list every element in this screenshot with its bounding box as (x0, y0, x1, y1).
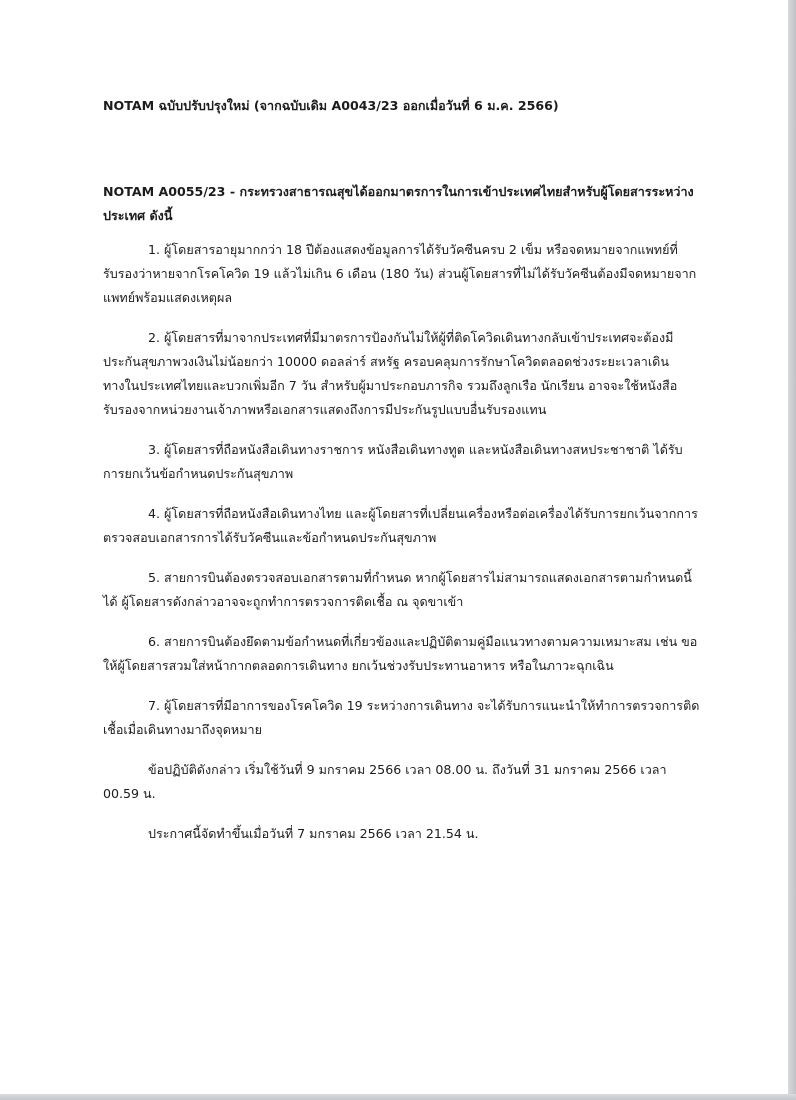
issued-notice: ประกาศนี้จัดทำขึ้นเมื่อวันที่ 7 มกราคม 2566 เวลา 21.54 น. (148, 826, 479, 841)
measure-item-2: 2. ผู้โดยสารที่มาจากประเทศที่มีมาตรการป้องกันไม่ให้ผู้ที่ติดโควิดเดินทางกลับเข้าประเทศจะต้องมีประกันสุขภาพวงเงินไม่น้อยกว่า 10000 ดอลล่าร์ สหรัฐ ครอบคลุมการรักษาโควิดตลอดช่วงระยะเวลาเดินทางในประเทศไทยและบวกเพิ่มอีก 7 วัน สำหรับผู้มาประกอบภารกิจ รวมถึงลูกเรือ นักเรียน อาจจะใช้หนังสือรับรองจากหน่วยงานเจ้าภาพหรือเอกสารแสดงถึงการมีประกันรูปแบบอื่นรับรองแทน (103, 330, 678, 417)
measures-list (103, 238, 703, 846)
notam-title: NOTAM A0055/23 - กระทรวงสาธารณสุขได้ออกมาตรการในการเข้าประเทศไทยสำหรับผู้โดยสารระหว่างประเทศ ดังนี้ (103, 184, 694, 223)
document-heading: NOTAM ฉบับปรับปรุงใหม่ (จากฉบับเดิม A0043/23 ออกเมื่อวันที่ 6 ม.ค. 2566) (103, 98, 559, 113)
effective-period: ข้อปฏิบัติดังกล่าว เริ่มใช้วันที่ 9 มกราคม 2566 เวลา 08.00 น. ถึงวันที่ 31 มกราคม 2566 เวลา 00.59 น. (103, 762, 667, 801)
measure-item-5: 5. สายการบินต้องตรวจสอบเอกสารตามที่กำหนด หากผู้โดยสารไม่สามารถแสดงเอกสารตามกำหนดนี้ได้ ผู้โดยสารดังกล่าวอาจจะถูกทำการตรวจการติดเชื้อ ณ จุดขาเข้า (103, 570, 692, 609)
document-content (103, 94, 703, 862)
page-bottom-shadow (0, 1094, 796, 1100)
measure-item-1: 1. ผู้โดยสารอายุมากกว่า 18 ปีต้องแสดงข้อมูลการได้รับวัคซีนครบ 2 เข็ม หรือจดหมายจากแพทย์ที่รับรองว่าหายจากโรคโควิด 19 แล้วไม่เกิน 6 เดือน (180 วัน) ส่วนผู้โดยสารที่ไม่ได้รับวัคซีนต้องมีจดหมายจากแพทย์พร้อมแสดงเหตุผล (103, 242, 697, 305)
measure-item-4: 4. ผู้โดยสารที่ถือหนังสือเดินทางไทย และผู้โดยสารที่เปลี่ยนเครื่องหรือต่อเครื่องได้รับการยกเว้นจากการตรวจสอบเอกสารการได้รับวัคซีนและข้อกำหนดประกันสุขภาพ (103, 506, 698, 545)
page-edge-shadow (788, 0, 796, 1100)
measure-item-3: 3. ผู้โดยสารที่ถือหนังสือเดินทางราชการ หนังสือเดินทางทูต และหนังสือเดินทางสหประชาชาติ ได้รับการยกเว้นข้อกำหนดประกันสุขภาพ (103, 442, 683, 481)
measure-item-7: 7. ผู้โดยสารที่มีอาการของโรคโควิด 19 ระหว่างการเดินทาง จะได้รับการแนะนำให้ทำการตรวจการติดเชื้อเมื่อเดินทางมาถึงจุดหมาย (103, 698, 700, 737)
measure-item-6: 6. สายการบินต้องยึดตามข้อกำหนดที่เกี่ยวข้องและปฏิบัติตามคู่มือแนวทางตามความเหมาะสม เช่น ขอให้ผู้โดยสารสวมใส่หน้ากากตลอดการเดินทาง ยกเว้นช่วงรับประทานอาหาร หรือในภาวะฉุกเฉิน (103, 634, 698, 673)
